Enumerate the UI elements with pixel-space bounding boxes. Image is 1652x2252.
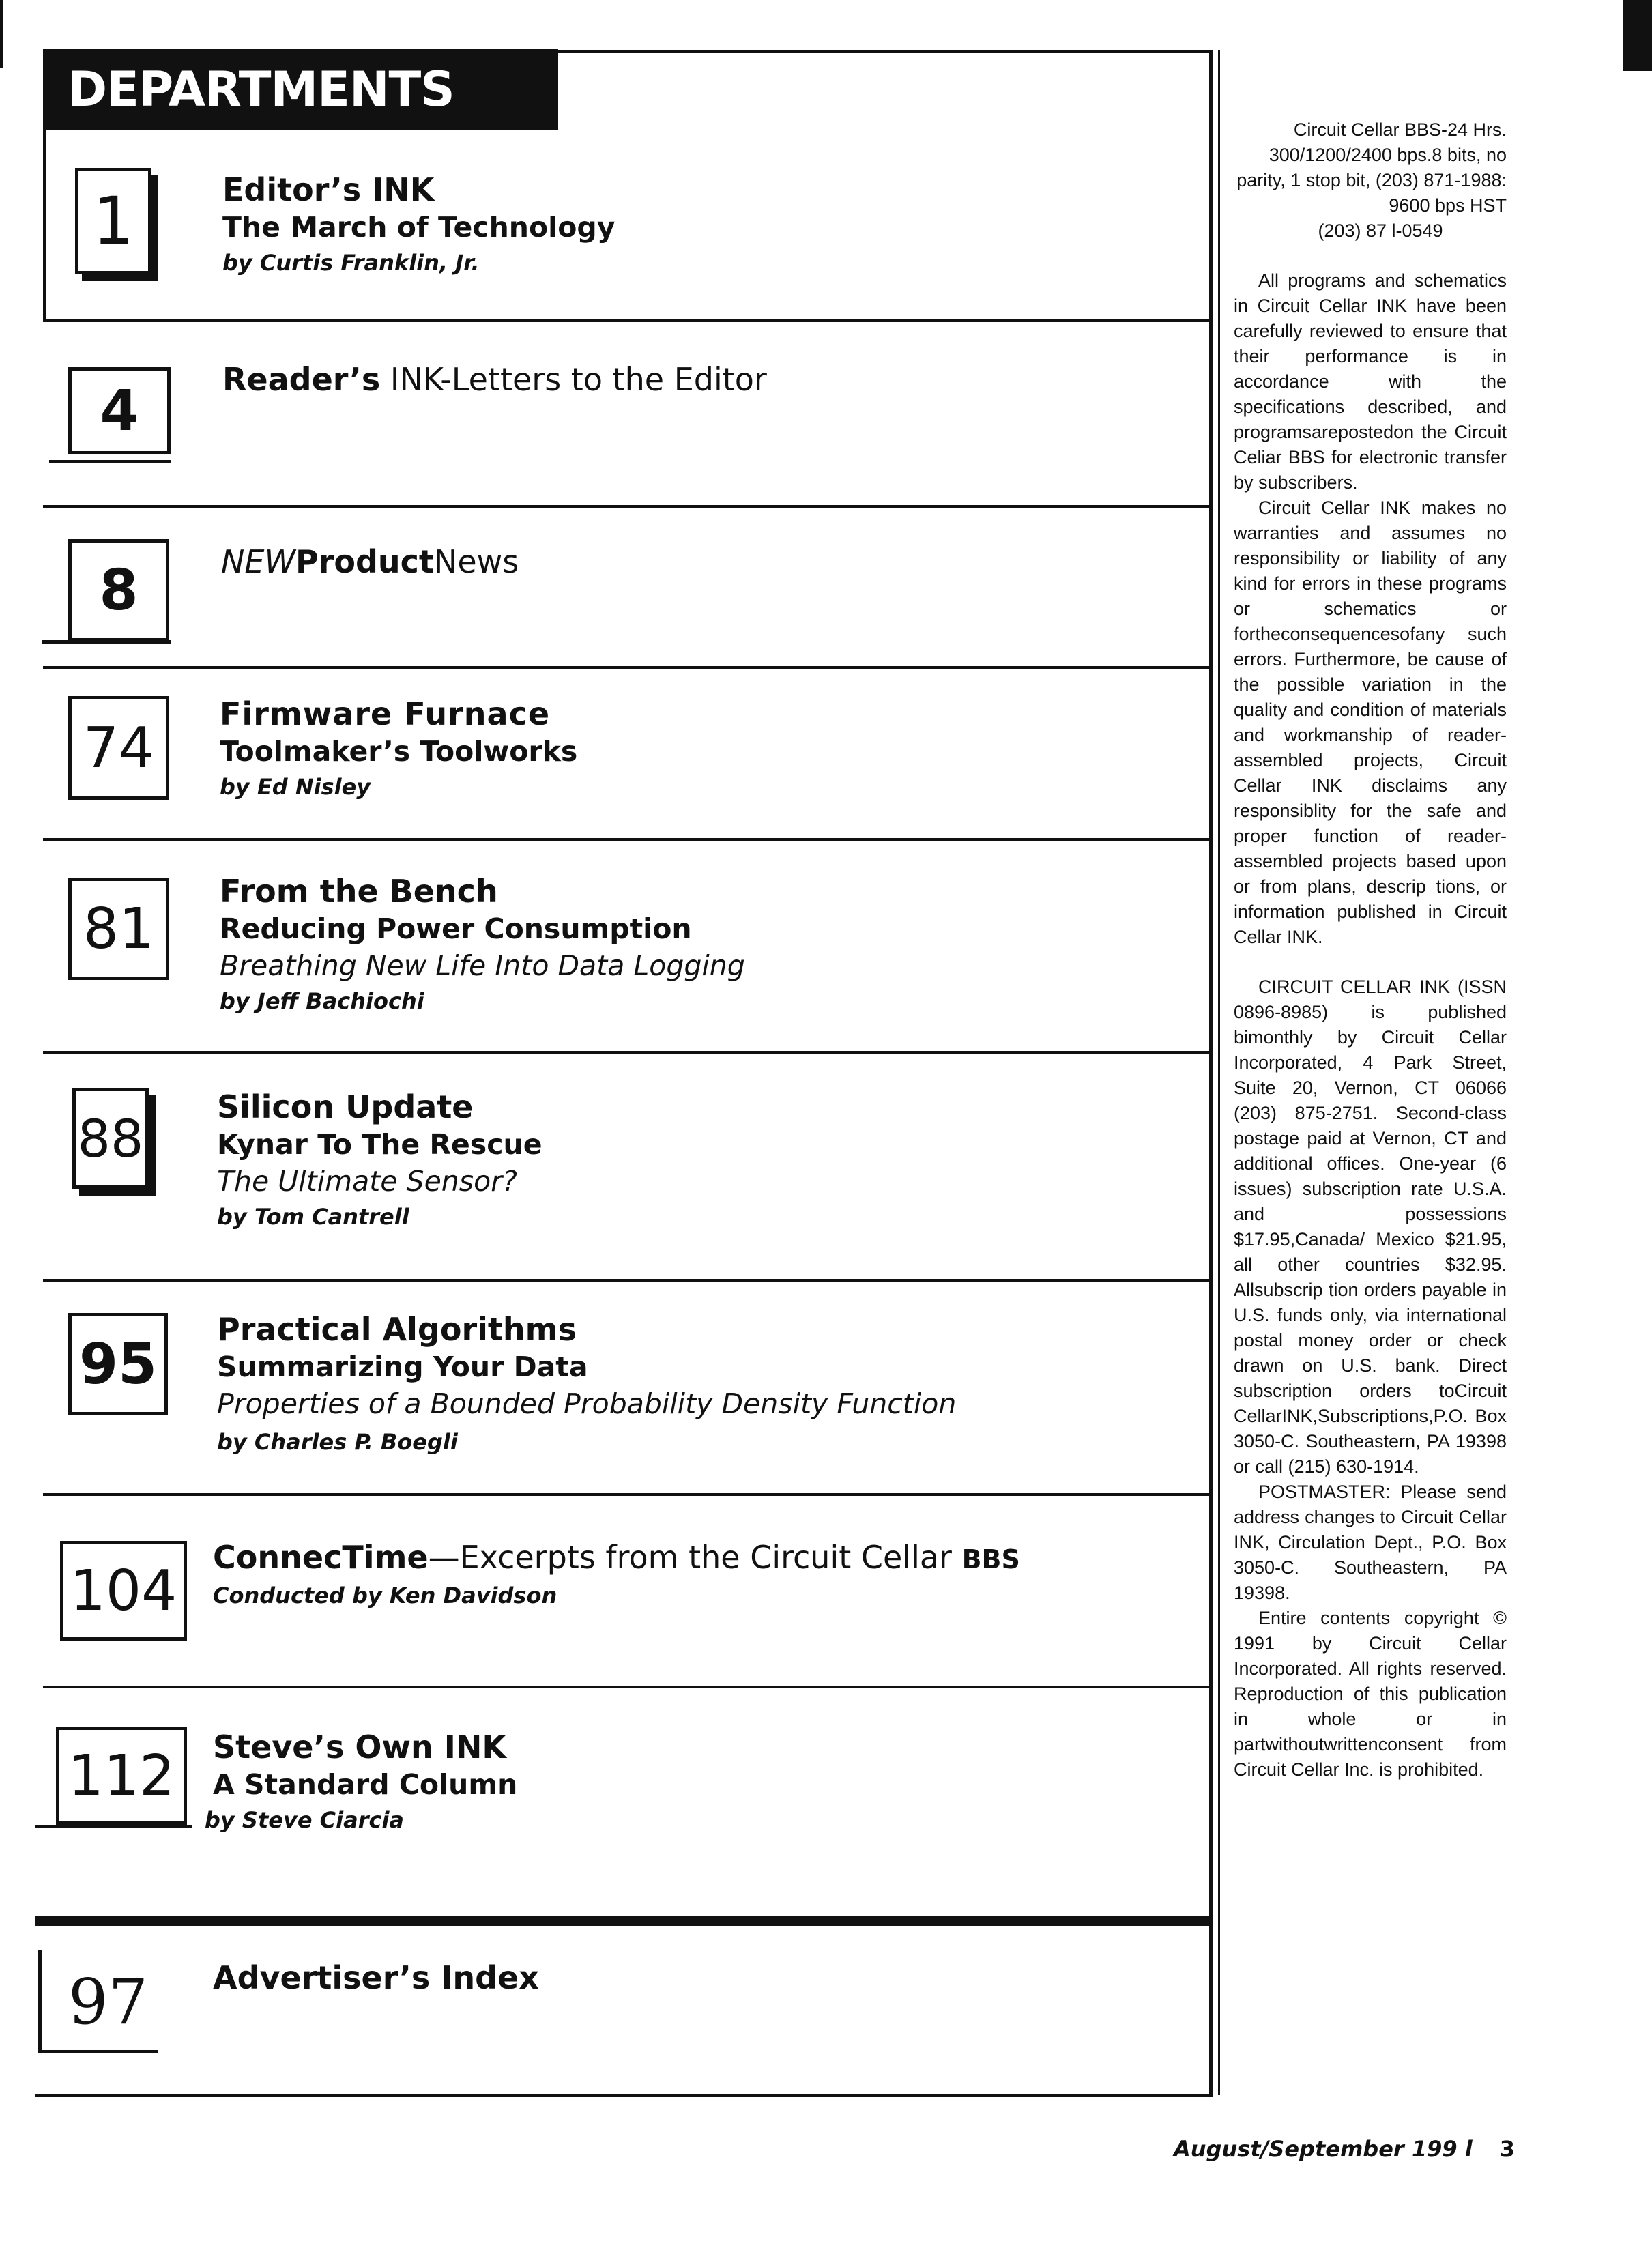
row-divider — [43, 1051, 1211, 1054]
bbs-phone: (203) 87 l-0549 — [1318, 220, 1443, 241]
postmaster-paragraph: POSTMASTER: Please send address changes to Circuit Cellar INK, Circulation Dept., P.O. Box 3050-C. Southeastern, PA 19398. — [1234, 1482, 1507, 1603]
page-edge-mark-right — [1623, 0, 1652, 71]
entry-byline: by Curtis Franklin, Jr. — [222, 250, 480, 276]
entry-title-bold: Reader’s — [222, 361, 381, 398]
toc-entry-connectime[interactable] — [213, 1538, 1020, 1613]
toc-entry-new-product-news[interactable] — [221, 543, 519, 581]
page-number: 8 — [99, 558, 139, 623]
row-divider — [43, 505, 1211, 508]
page-number: 74 — [83, 715, 155, 781]
page-number: 95 — [78, 1331, 158, 1397]
entry-byline: Conducted by Ken Davidson — [213, 1583, 557, 1608]
page-number: 97 — [68, 1965, 149, 2038]
page-number-box — [72, 1088, 149, 1189]
page-number-box — [60, 1541, 187, 1641]
entry-byline: by Ed Nisley — [220, 774, 371, 800]
entry-subtitle: A Standard Column — [213, 1768, 518, 1801]
entry-title-bold: ConnecTime — [213, 1539, 429, 1576]
page-edge-mark — [0, 0, 3, 68]
toc-entry-editors-ink[interactable] — [222, 171, 615, 280]
page-number-box — [68, 367, 171, 454]
masthead-sidebar — [1234, 117, 1507, 1782]
entry-title-bold-2: BBS — [961, 1544, 1020, 1574]
entry-title-rest: —Excerpts from the Circuit Cellar — [428, 1539, 962, 1576]
toc-entry-from-the-bench[interactable] — [220, 872, 745, 1018]
entry-title: Editor’s INK — [222, 171, 435, 208]
page-number-box — [68, 696, 169, 800]
toc-entry-silicon-update[interactable] — [217, 1088, 542, 1234]
issue-date: August/September 199 l — [1174, 2136, 1473, 2162]
frame-left-line — [43, 130, 46, 321]
entry-title-post: News — [433, 543, 519, 580]
index-bracket-bottom — [38, 2050, 158, 2053]
page-number: 88 — [77, 1108, 144, 1169]
toc-entry-practical-algorithms[interactable] — [217, 1310, 956, 1459]
page-number-box — [75, 168, 151, 274]
row-divider-thick — [35, 1916, 1211, 1926]
page-number-box — [68, 539, 169, 641]
row-divider — [43, 1493, 1211, 1496]
departments-title: DEPARTMENTS — [68, 61, 454, 117]
bbs-info: Circuit Cellar BBS-24 Hrs. 300/1200/2400 bps.8 bits, no parity, 1 stop bit, (203) 871-1988: 9600 bps HST — [1236, 119, 1507, 216]
disclaimer-paragraph: All programs and schematics in Circuit Cellar INK have been carefully reviewed to ensure that their performance is in accordance with the specifications described, and programsarepostedon the Circuit Celiar BBS for electronic transfer by subscribers. — [1234, 270, 1507, 493]
entry-title: From the Bench — [220, 873, 498, 910]
toc-entry-firmware-furnace[interactable] — [220, 695, 577, 804]
toc-entry-readers-ink[interactable] — [222, 360, 767, 399]
entry-subtitle: Summarizing Your Data — [217, 1351, 588, 1383]
entry-byline: by Steve Ciarcia — [205, 1807, 405, 1833]
box-underline — [49, 460, 171, 463]
row-divider — [43, 666, 1211, 669]
frame-right-line-outer — [1218, 50, 1220, 2095]
entry-italic: The Ultimate Sensor? — [217, 1165, 517, 1198]
publication-paragraph: CIRCUIT CELLAR INK (ISSN 0896-8985) is published bimonthly by Circuit Cellar Incorporated, 4 Park Street, Suite 20, Vernon, CT 06066 (203) 875-2751. Second-class postage paid at Vernon, CT and additional offices. One-year (6 issues) subscription rate U.S.A. and possessions $17.95,Canada/ Mexico $21.95, all other countries $32.95. Allsubscrip tion orders payable in U.S. funds only, via international postal money order or check drawn on U.S. bank. Direct subscription orders toCircuit CellarINK,Subscriptions,P.O. Box 3050-C. Southeastern, PA 19398 or call (215) 630-1914. — [1234, 977, 1507, 1477]
box-underline — [35, 1825, 192, 1828]
entry-title-bold: Product — [295, 543, 434, 580]
entry-title: Firmware Furnace — [220, 695, 551, 732]
page-number: 81 — [83, 896, 155, 962]
entry-title-pre: NEW — [221, 543, 295, 580]
row-divider — [43, 1279, 1211, 1282]
bottom-frame-line — [35, 2094, 1213, 2097]
entry-byline: by Charles P. Boegli — [217, 1429, 458, 1455]
departments-header — [43, 49, 558, 130]
page-number-box — [56, 1727, 187, 1825]
entry-title: Steve’s Own INK — [213, 1729, 506, 1765]
entry-title-rest: INK-Letters to the Editor — [380, 361, 767, 398]
copyright-paragraph: Entire contents copyright © 1991 by Circuit Cellar Incorporated. All rights reserved. Reproduction of this publication in whole or in partwithoutwrittenconsent from Circuit Cellar Inc. is prohibited. — [1234, 1608, 1507, 1780]
page-number-box — [68, 1313, 168, 1415]
row-divider — [43, 1686, 1211, 1688]
page-number: 104 — [70, 1558, 177, 1623]
entry-subtitle: Reducing Power Consumption — [220, 912, 692, 945]
box-underline — [42, 640, 171, 644]
page-number: 4 — [100, 378, 139, 444]
frame-top-line — [558, 50, 1213, 53]
row-divider — [43, 838, 1211, 841]
entry-subtitle: Kynar To The Rescue — [217, 1128, 542, 1161]
entry-title: Advertiser’s Index — [213, 1959, 539, 1996]
disclaimer-paragraph: Circuit Cellar INK makes no warranties and assumes no responsibility or liability of any kind for errors in these programs or schematics or fortheconsequencesofany such errors. Furthermore, be cause of the possible variation in the quality and condition of materials and workmanship of reader-assembled projects, Circuit Cellar INK disclaims any responsiblity for the safe and proper function of reader-assembled projects based upon or from plans, descrip tions, or information published in Circuit Cellar INK. — [1234, 497, 1507, 947]
entry-byline: by Tom Cantrell — [217, 1204, 409, 1230]
page-number-box — [68, 878, 169, 980]
entry-italic: Breathing New Life Into Data Logging — [220, 949, 745, 982]
page-footer — [1174, 2136, 1515, 2162]
page-folio: 3 — [1499, 2136, 1515, 2162]
entry-title: Practical Algorithms — [217, 1311, 577, 1348]
entry-title: Silicon Update — [217, 1088, 474, 1125]
row-divider — [43, 319, 1211, 322]
page-number: 112 — [68, 1743, 175, 1808]
index-bracket-left — [38, 1950, 42, 2053]
toc-entry-advertisers-index[interactable] — [213, 1959, 539, 1997]
entry-subtitle: Toolmaker’s Toolworks — [220, 735, 578, 768]
page-number: 1 — [92, 183, 134, 259]
entry-byline: by Jeff Bachiochi — [220, 988, 424, 1014]
toc-entry-steves-own-ink[interactable] — [205, 1728, 518, 1837]
frame-right-line — [1209, 50, 1213, 2095]
entry-italic: Properties of a Bounded Probability Density Function — [217, 1387, 957, 1420]
entry-subtitle: The March of Technology — [222, 211, 615, 244]
